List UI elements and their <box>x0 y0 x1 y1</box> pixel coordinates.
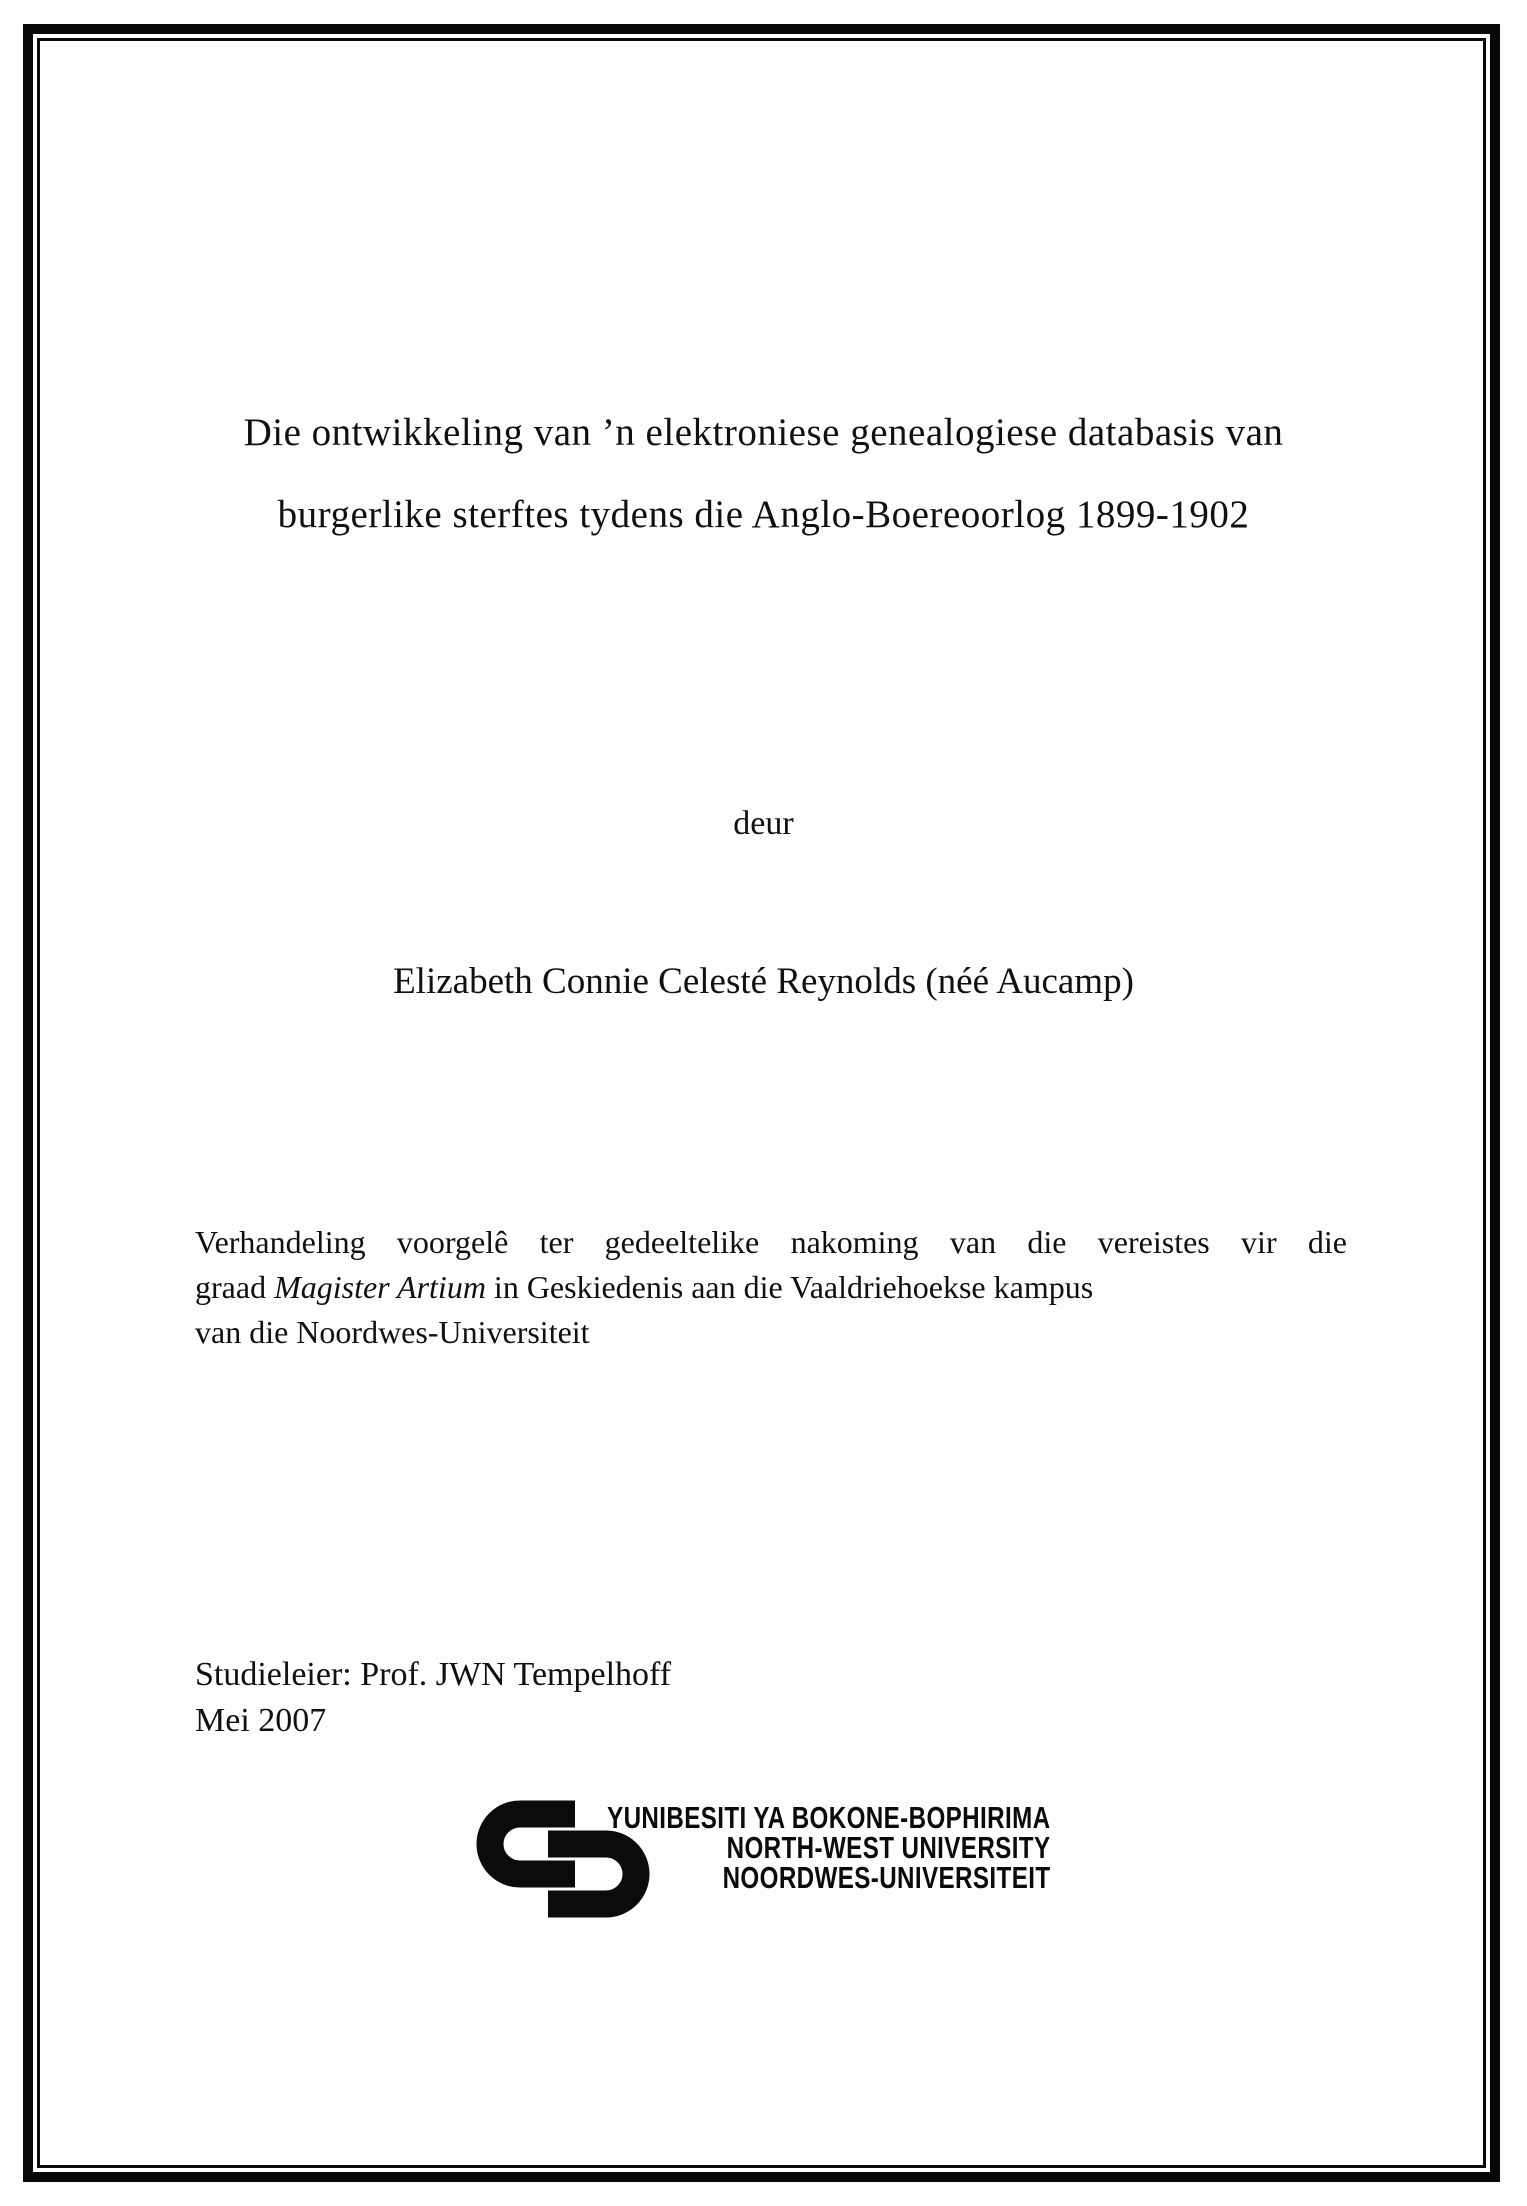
statement-line2-suffix: in Geskiedenis aan die Vaaldriehoekse kampus <box>485 1269 1094 1305</box>
university-logo-text <box>606 1800 1050 1895</box>
page-title <box>40 392 1487 556</box>
degree-name: Magister Artium <box>274 1269 486 1305</box>
statement-line2-prefix: graad <box>195 1269 275 1305</box>
logo-line-setswana: YUNIBESITI YA BOKONE-BOPHIRIMA <box>606 1800 1050 1835</box>
author-name: Elizabeth Connie Celesté Reynolds (néé Aucamp) <box>393 961 1134 1002</box>
thesis-statement <box>195 1220 1347 1355</box>
byline-label: deur <box>733 805 794 842</box>
supervisor-date-block <box>195 1652 671 1744</box>
statement-line-1: Verhandeling voorgelê ter gedeeltelike nakoming van die vereistes vir die <box>195 1224 1347 1260</box>
statement-line-3: van die Noordwes-Universiteit <box>195 1314 590 1350</box>
logo-line-english: NORTH-WEST UNIVERSITY <box>726 1830 1050 1865</box>
statement-line-2 <box>195 1265 1347 1310</box>
date-line: Mei 2007 <box>195 1702 327 1739</box>
logo-line-afrikaans: NOORDWES-UNIVERSITEIT <box>722 1860 1050 1895</box>
title-line-1: Die ontwikkeling van ’n elektroniese genealogiese databasis van <box>243 411 1284 454</box>
supervisor-line: Studieleier: Prof. JWN Tempelhoff <box>195 1656 672 1693</box>
title-line-2: burgerlike sterftes tydens die Anglo-Boereoorlog 1899-1902 <box>277 493 1250 536</box>
